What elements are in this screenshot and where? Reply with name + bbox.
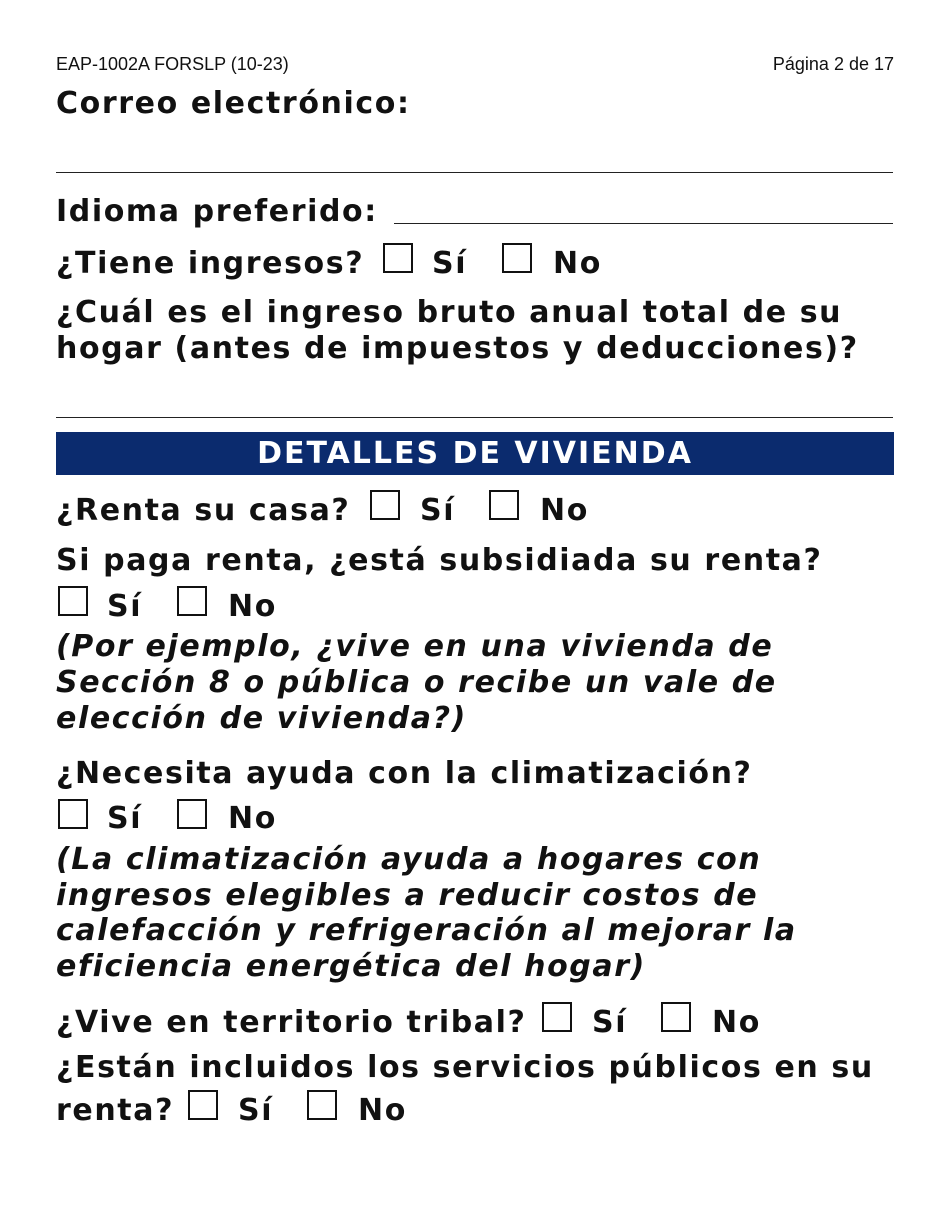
rent-yes-checkbox[interactable] — [370, 490, 400, 520]
language-field[interactable] — [394, 223, 893, 224]
weatherization-question: ¿Necesita ayuda con la climatización? — [56, 756, 753, 791]
rent-yes-label: Sí — [420, 493, 456, 528]
weatherization-note-line4: eficiencia energética del hogar) — [56, 949, 646, 984]
utilities-no-label: No — [358, 1093, 407, 1128]
tribal-no-label: No — [712, 1005, 761, 1040]
utilities-yes-label: Sí — [238, 1093, 274, 1128]
page-number: Página 2 de 17 — [772, 54, 894, 74]
income-yes-label: Sí — [432, 246, 468, 281]
weatherization-no-checkbox[interactable] — [177, 799, 207, 829]
utilities-no-checkbox[interactable] — [307, 1090, 337, 1120]
income-no-checkbox[interactable] — [502, 243, 532, 273]
language-label: Idioma preferido: — [56, 194, 378, 229]
rent-no-label: No — [540, 493, 589, 528]
weatherization-yes-label: Sí — [107, 801, 143, 836]
tribal-no-checkbox[interactable] — [661, 1002, 691, 1032]
subsidized-no-label: No — [228, 589, 277, 624]
income-no-label: No — [553, 246, 602, 281]
subsidized-yes-checkbox[interactable] — [58, 586, 88, 616]
weatherization-note-line1: (La climatización ayuda a hogares con — [56, 842, 762, 877]
income-yes-checkbox[interactable] — [383, 243, 413, 273]
income-question: ¿Tiene ingresos? — [56, 246, 365, 281]
weatherization-yes-checkbox[interactable] — [58, 799, 88, 829]
subsidized-no-checkbox[interactable] — [177, 586, 207, 616]
subsidized-yes-label: Sí — [107, 589, 143, 624]
subsidized-note-line3: elección de vivienda?) — [56, 701, 467, 736]
tribal-question: ¿Vive en territorio tribal? — [56, 1005, 527, 1040]
weatherization-note-line3: calefacción y refrigeración al mejorar la — [56, 913, 797, 948]
subsidized-note-line2: Sección 8 o pública o recibe un vale de — [56, 665, 777, 700]
form-id: EAP-1002A FORSLP (10-23) — [56, 54, 289, 74]
gross-income-question-line2: hogar (antes de impuestos y deducciones)? — [56, 331, 859, 366]
rent-question: ¿Renta su casa? — [56, 493, 351, 528]
weatherization-note-line2: ingresos elegibles a reducir costos de — [56, 878, 759, 913]
tribal-yes-label: Sí — [592, 1005, 628, 1040]
utilities-yes-checkbox[interactable] — [188, 1090, 218, 1120]
tribal-yes-checkbox[interactable] — [542, 1002, 572, 1032]
email-field[interactable] — [56, 172, 893, 173]
rent-no-checkbox[interactable] — [489, 490, 519, 520]
utilities-question-line2: renta? — [56, 1093, 175, 1128]
gross-income-question-line1: ¿Cuál es el ingreso bruto anual total de su — [56, 295, 843, 330]
utilities-question-line1: ¿Están incluidos los servicios públicos en su — [56, 1050, 874, 1085]
email-label: Correo electrónico: — [56, 86, 411, 121]
subsidized-question: Si paga renta, ¿está subsidiada su renta? — [56, 543, 823, 578]
gross-income-field[interactable] — [56, 417, 893, 418]
subsidized-note-line1: (Por ejemplo, ¿vive en una vivienda de — [56, 629, 774, 664]
weatherization-no-label: No — [228, 801, 277, 836]
section-header: DETALLES DE VIVIENDA — [56, 432, 894, 475]
